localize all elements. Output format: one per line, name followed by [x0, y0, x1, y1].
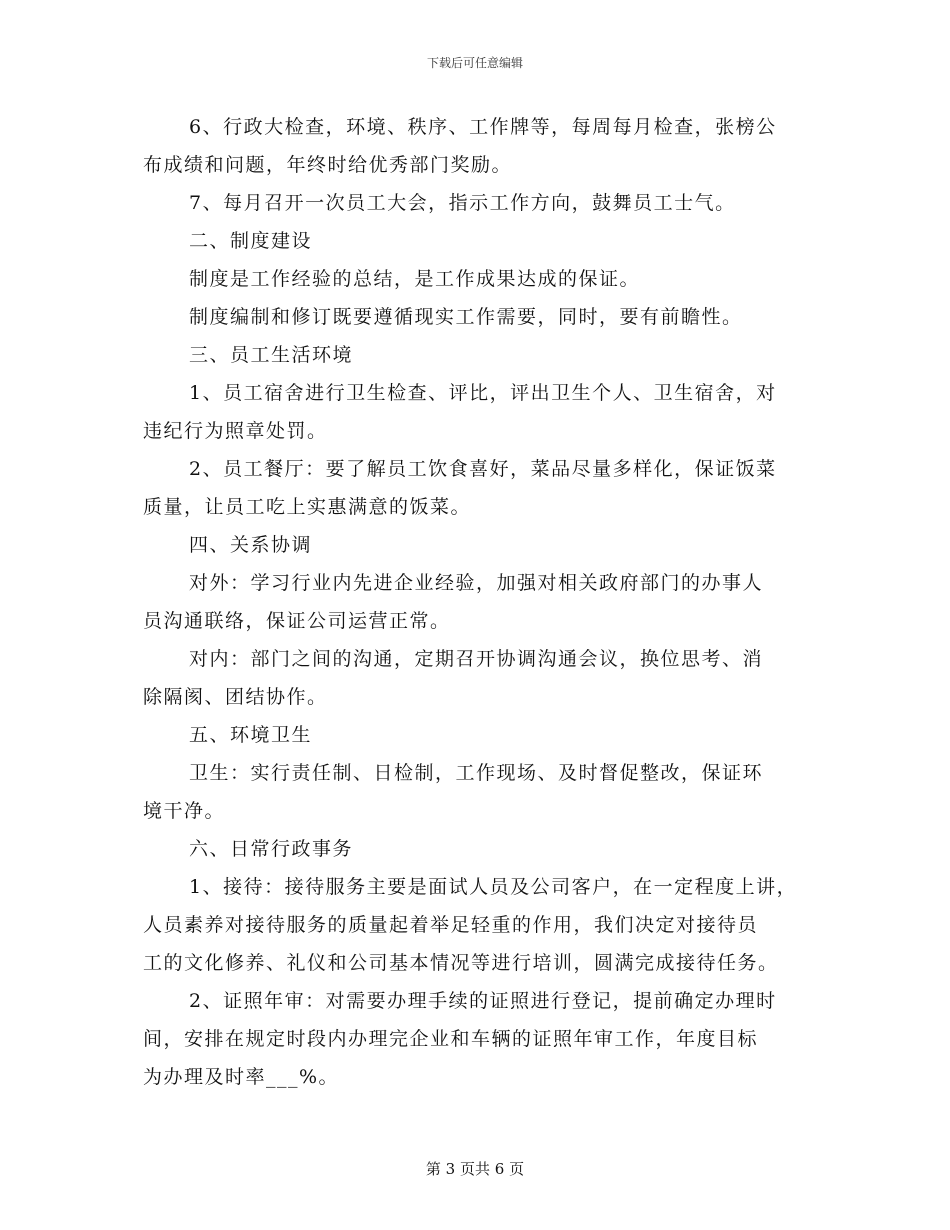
paragraph: 对内：部门之间的沟通，定期召开协调沟通会议，换位思考、消 除隔阂、团结协作。	[143, 648, 764, 708]
section-heading: 四、关系协调	[189, 534, 313, 556]
paragraph: 卫生：实行责任制、日检制，工作现场、及时督促整改，保证环 境干净。	[143, 762, 764, 822]
page-header: 下载后可任意编辑	[426, 56, 523, 70]
section-heading: 二、制度建设	[189, 230, 313, 252]
paragraph: 2、证照年审：对需要办理手续的证照进行登记，提前确定办理时 间，安排在规定时段内办理完企业和车辆的证照年审工作，年度目标 为办理及时率___%。	[143, 990, 777, 1088]
paragraph: 对外：学习行业内先进企业经验，加强对相关政府部门的办事人 员沟通联络，保证公司运营正常。	[143, 572, 764, 632]
page-footer: 第 3 页共 6 页	[425, 1160, 525, 1178]
paragraph: 6、行政大检查，环境、秩序、工作牌等，每周每月检查，张榜公 布成绩和问题，年终时给优秀部门奖励。	[143, 116, 777, 176]
paragraph: 7、每月召开一次员工大会，指示工作方向，鼓舞员工士气。	[189, 192, 736, 214]
paragraph: 制度是工作经验的总结，是工作成果达成的保证。	[189, 268, 641, 290]
document-body	[143, 108, 809, 1096]
section-heading: 六、日常行政事务	[189, 838, 354, 860]
paragraph: 制度编制和修订既要遵循现实工作需要，同时，要有前瞻性。	[189, 306, 743, 328]
paragraph: 2、员工餐厅：要了解员工饮食喜好，菜品尽量多样化，保证饭菜 质量，让员工吃上实惠满意的饭菜。	[143, 458, 777, 518]
paragraph: 1、员工宿舍进行卫生检查、评比，评出卫生个人、卫生宿舍，对 违纪行为照章处罚。	[143, 382, 777, 442]
paragraph: 1、接待：接待服务主要是面试人员及公司客户，在一定程度上讲， 人员素养对接待服务的质量起着举足轻重的作用，我们决定对接待员 工的文化修养、礼仪和公司基本情况等进行培训，圆满完成接待任务。	[143, 876, 798, 974]
section-heading: 三、员工生活环境	[189, 344, 354, 366]
section-heading: 五、环境卫生	[189, 724, 313, 746]
